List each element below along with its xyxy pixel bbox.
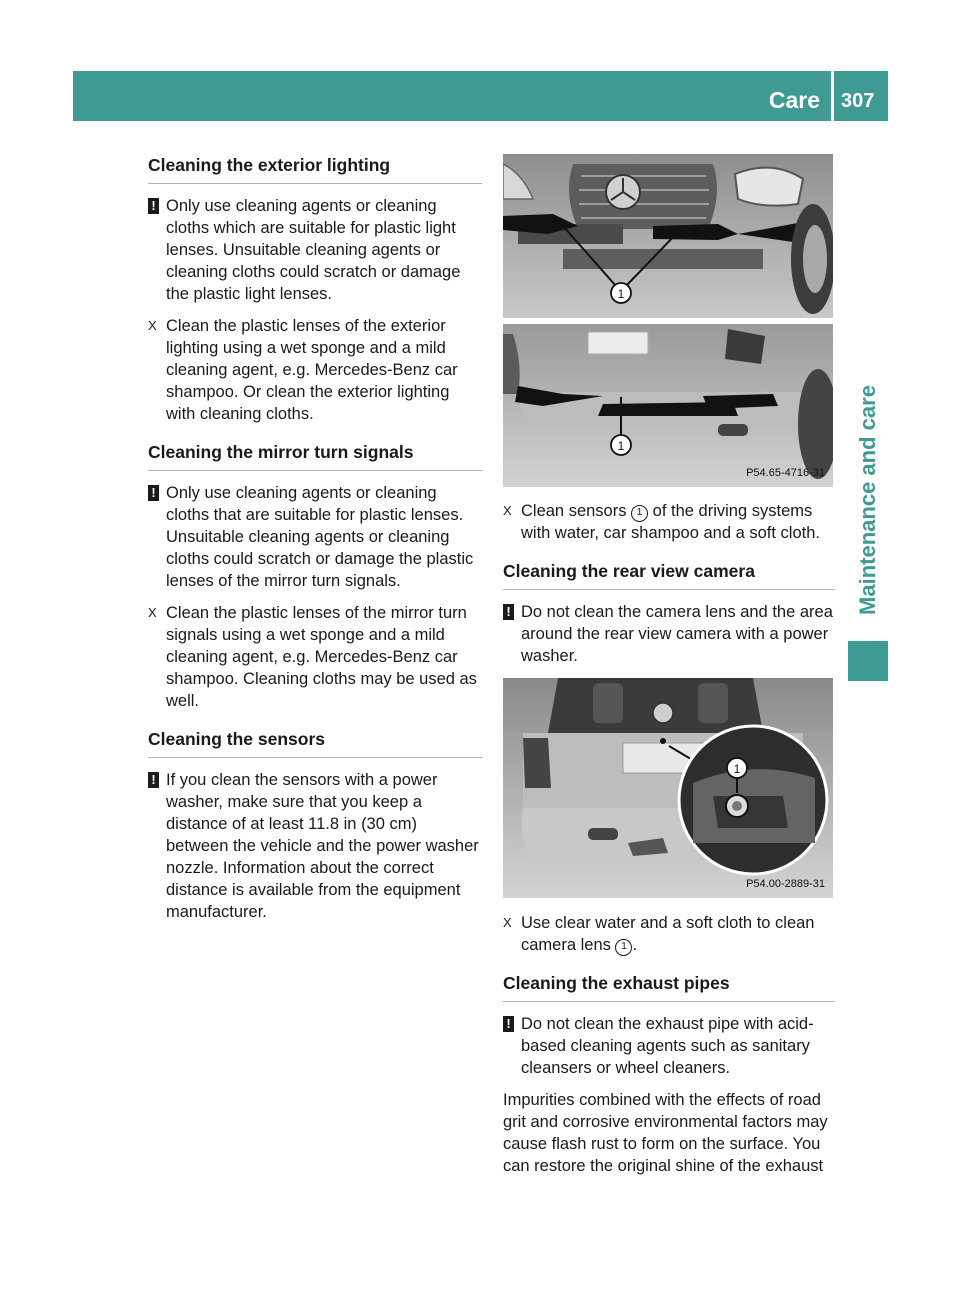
step-exterior-lighting [148,315,482,425]
step-arrow-icon: X [148,318,157,333]
header-divider [831,71,834,121]
warning-text: Do not clean the camera lens and the area around the rear view camera with a power washer. [521,603,833,665]
camera-illustration-graphic [503,678,833,898]
step-mirror-turn-signals [148,602,482,712]
section-title: Care [768,87,820,113]
warning-mirror-turn-signals [148,482,482,592]
step-clean-camera-lens [503,912,835,956]
right-column-bottom [503,912,835,1187]
step-arrow-icon: X [148,605,157,620]
exhaust-paragraph: Impurities combined with the effects of road grit and corrosive environmental factors may cause flash rust to form on the surface. You can restore the original shine of the exhaust [503,1091,828,1175]
warning-icon: ! [148,198,159,214]
callout-1: 1 [617,287,625,301]
warning-text: Only use cleaning agents or cleaning cloths that are suitable for plastic lenses. Unsuitable cleaning agents or cleaning cloths could scratch or damage the plastic lenses of the mirror turn signals. [166,484,474,590]
step-text: Clean the plastic lenses of the mirror turn signals using a wet sponge and a mild cleaning agent, e.g. Mercedes-Benz car shampoo. Cleaning cloths may be used as well. [166,604,477,710]
warning-icon: ! [148,485,159,501]
chapter-tab-marker [848,641,888,681]
heading-rear-view-camera: Cleaning the rear view camera [503,560,835,590]
callout-1: 1 [631,505,648,522]
warning-rear-view-camera [503,601,835,667]
step-text-before: Clean sensors [521,502,627,520]
warning-icon: ! [503,1016,514,1032]
warning-text: If you clean the sensors with a power washer, make sure that you keep a distance of at least 11.8 in (30 cm) between the vehicle and the power washer nozzle. Information about the correct distance is available from the equipment manufacturer. [166,771,479,921]
warning-text: Only use cleaning agents or cleaning cloths which are suitable for plastic light lenses. Unsuitable cleaning agents or cleaning cloths could scratch or damage the plastic light lenses. [166,197,461,303]
step-text: Clean the plastic lenses of the exterior lighting using a wet sponge and a mild cleaning agent, e.g. Mercedes-Benz car shampoo. Or clean the exterior lighting with cleaning cloths. [166,317,458,423]
right-column-top [503,500,835,677]
callout-1: 1 [615,939,632,956]
warning-exterior-lighting [148,195,482,305]
heading-mirror-turn-signals: Cleaning the mirror turn signals [148,441,482,471]
figure-code: P54.00-2889-31 [746,878,825,890]
step-text-before: Use clear water and a soft cloth to clean camera lens [521,914,815,954]
camera-illustration [503,678,833,898]
sensors-illustration-graphic [503,154,833,487]
step-text-after: of the driving systems with water, car shampoo and a soft cloth. [521,502,820,542]
step-clean-sensors [503,500,835,544]
figure-code: P54.65-4716-31 [746,467,825,479]
step-arrow-icon: X [503,503,512,518]
callout-1-rear: 1 [617,439,625,453]
warning-icon: ! [503,604,514,620]
heading-exhaust-pipes: Cleaning the exhaust pipes [503,972,835,1002]
callout-1: 1 [733,762,741,776]
header-bar [73,71,888,121]
heading-exterior-lighting: Cleaning the exterior lighting [148,154,482,184]
warning-icon: ! [148,772,159,788]
sensors-illustration [503,154,833,487]
warning-sensors [148,769,482,923]
warning-exhaust-pipes [503,1013,835,1079]
page-number: 307 [841,90,875,112]
step-text-after: . [632,936,638,954]
step-arrow-icon: X [503,915,512,930]
chapter-tab-label: Maintenance and care [855,385,880,615]
left-column [148,154,482,933]
heading-sensors: Cleaning the sensors [148,728,482,758]
warning-text: Do not clean the exhaust pipe with acid-based cleaning agents such as sanitary cleansers or wheel cleaners. [521,1015,814,1077]
